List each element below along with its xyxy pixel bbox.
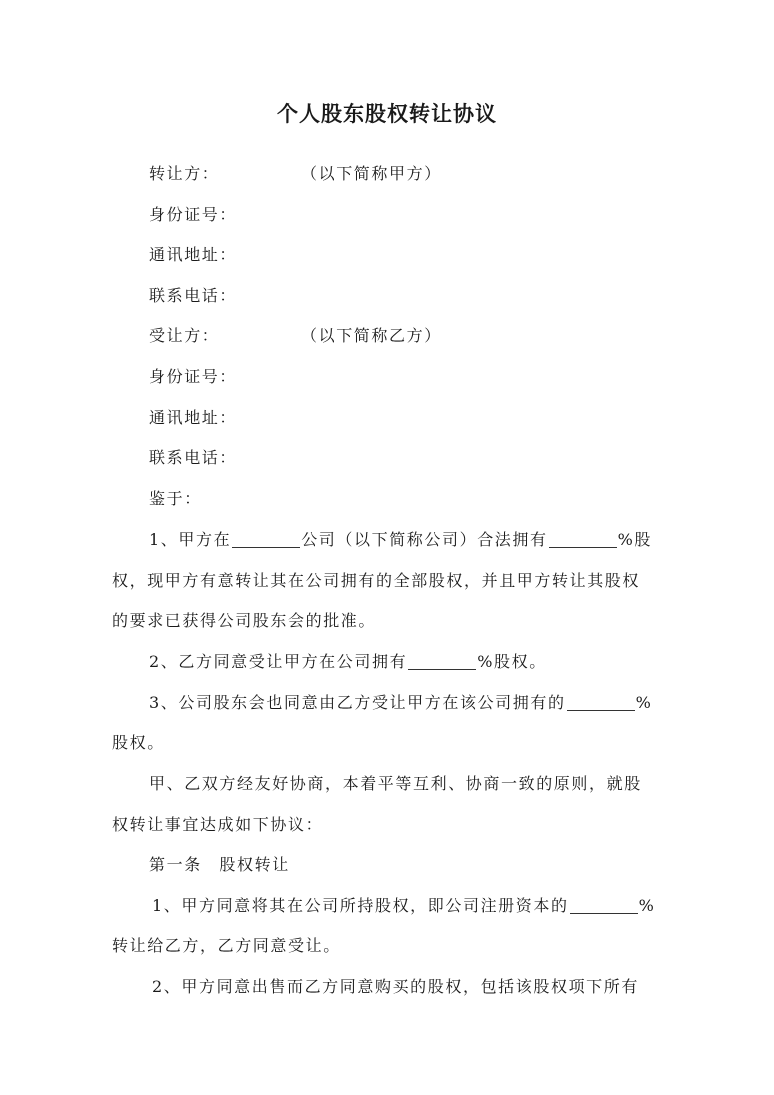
clause-3-line-1 [149, 692, 709, 714]
party-b-phone-label: 联系电话： [149, 448, 238, 467]
party-a-alias: （以下简称甲方） [301, 164, 442, 183]
article-1-para-1-line-1 [152, 895, 712, 917]
blank-underline [408, 653, 476, 670]
clause-3-text-a: 3、公司股东会也同意由乙方受让甲方在该公司拥有的 [149, 693, 566, 712]
article-1-para-1-line-2: 转让给乙方，乙方同意受让。 [112, 936, 341, 955]
clause-1-text-a: 1、甲方在 [149, 530, 232, 549]
article-1-para-2: 2、甲方同意出售而乙方同意购买的股权，包括该股权项下所有 [152, 977, 639, 996]
clause-3-text-b: % [635, 693, 653, 712]
party-b-line [149, 325, 709, 347]
party-a-id-label: 身份证号： [149, 205, 238, 224]
party-a-address-label: 通讯地址： [149, 245, 238, 264]
clause-1-text-b: 公司（以下简称公司）合法拥有 [301, 530, 548, 549]
agreement-line-2: 权转让事宜达成如下协议： [112, 815, 324, 834]
party-a-line [149, 163, 709, 185]
agreement-line-1: 甲、乙双方经友好协商，本着平等互利、协商一致的原则，就股 [149, 774, 642, 793]
clause-3-line-2: 股权。 [112, 733, 165, 752]
clause-2-line [149, 651, 709, 673]
party-b-address-label: 通讯地址： [149, 408, 238, 427]
blank-underline [570, 897, 638, 914]
document-title: 个人股东股权转让协议 [277, 102, 497, 126]
party-b-id-label: 身份证号： [149, 367, 238, 386]
party-a-label: 转让方： [149, 164, 220, 183]
party-a-phone-label: 联系电话： [149, 286, 238, 305]
clause-1-line-1 [149, 529, 709, 551]
blank-underline [232, 531, 300, 548]
whereas-heading: 鉴于： [149, 489, 202, 508]
party-b-label: 受让方： [149, 326, 220, 345]
party-b-alias: （以下简称乙方） [301, 326, 442, 345]
clause-1-line-2: 权，现甲方有意转让其在公司拥有的全部股权，并且甲方转让其股权 [112, 571, 641, 590]
clause-2-text-a: 2、乙方同意受让甲方在公司拥有 [149, 652, 408, 671]
article-1-para-1-text-a: 1、甲方同意将其在公司所持股权，即公司注册资本的 [152, 896, 569, 915]
clause-1-line-3: 的要求已获得公司股东会的批准。 [112, 611, 377, 630]
article-1-para-1-text-b: % [638, 896, 656, 915]
blank-underline [549, 531, 617, 548]
article-1-heading: 第一条 股权转让 [149, 855, 290, 874]
clause-2-text-b: %股权。 [477, 652, 547, 671]
blank-underline [567, 694, 635, 711]
clause-1-text-c: %股 [617, 530, 652, 549]
